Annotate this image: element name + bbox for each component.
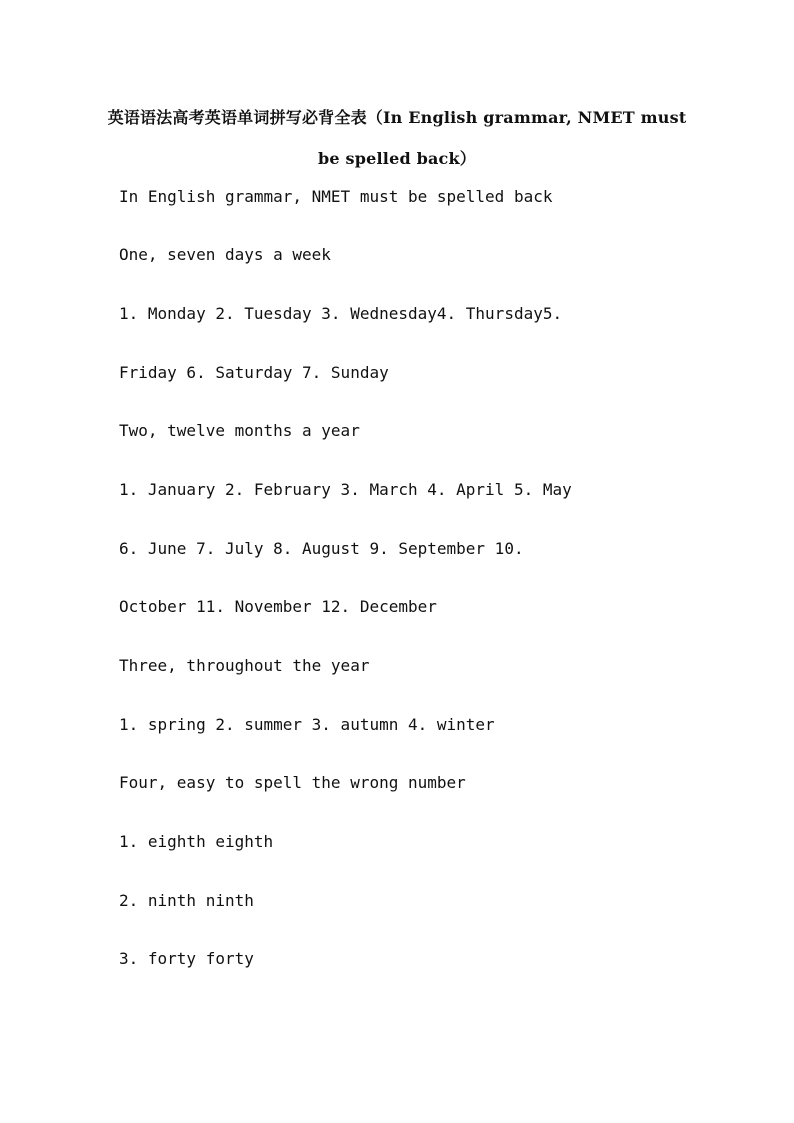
section-heading-days: One, seven days a week xyxy=(119,245,331,264)
months-list-line-3: October 11. November 12. December xyxy=(119,597,437,616)
section-heading-numbers: Four, easy to spell the wrong number xyxy=(119,773,466,792)
days-list-line-1: 1. Monday 2. Tuesday 3. Wednesday4. Thursday5. xyxy=(119,304,563,323)
numbers-list-item-2: 2. ninth ninth xyxy=(119,891,254,910)
section-heading-seasons: Three, throughout the year xyxy=(119,656,370,675)
section-heading-months: Two, twelve months a year xyxy=(119,421,360,440)
months-list-line-2: 6. June 7. July 8. August 9. September 10. xyxy=(119,539,524,558)
months-list-line-1: 1. January 2. February 3. March 4. April 5. May xyxy=(119,480,572,499)
seasons-list-line: 1. spring 2. summer 3. autumn 4. winter xyxy=(119,715,495,734)
days-list-line-2: Friday 6. Saturday 7. Sunday xyxy=(119,363,389,382)
numbers-list-item-1: 1. eighth eighth xyxy=(119,832,274,851)
intro-line: In English grammar, NMET must be spelled back xyxy=(119,187,553,206)
numbers-list-item-3: 3. forty forty xyxy=(119,949,254,968)
document-title: 英语语法高考英语单词拼写必背全表（In English grammar, NMET must be spelled back） xyxy=(107,108,687,168)
